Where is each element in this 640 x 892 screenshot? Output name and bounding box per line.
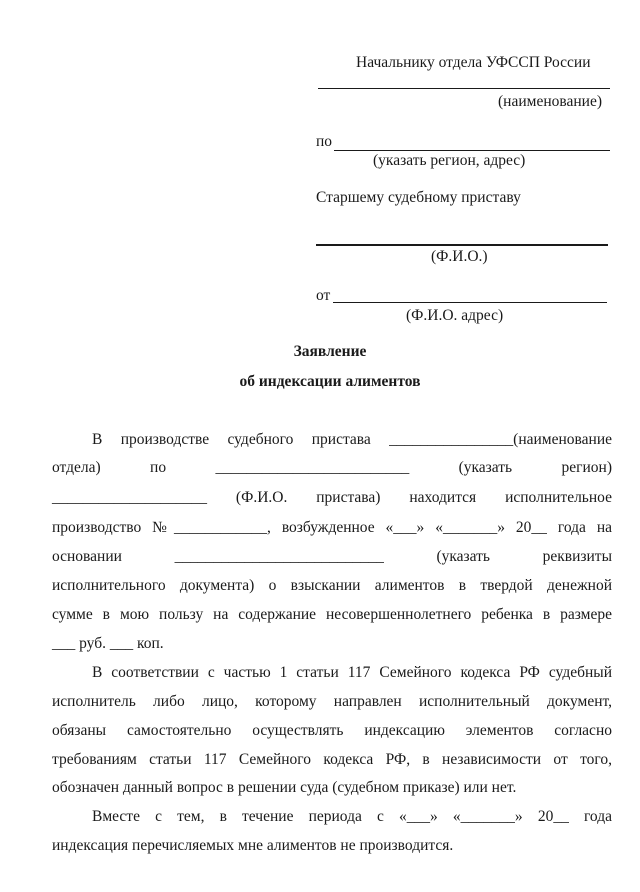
by-prefix: по bbox=[316, 133, 333, 150]
document-title: Заявление bbox=[293, 343, 367, 360]
p1-line-3: ____________________ (Ф.И.О. пристава) находится исполнительное bbox=[52, 489, 612, 506]
p1-line-5: основании ___________________________ (указать реквизиты bbox=[52, 548, 612, 565]
p1-line-4: производство №____________, возбужденное «___» «_______» 20__ года на bbox=[52, 519, 612, 536]
p1-line-1: В производстве судебного пристава ________________(наименование bbox=[92, 431, 612, 448]
name-line bbox=[318, 88, 610, 89]
p2-line-1: В соответствии с частью 1 статьи 117 Семейного кодекса РФ судебный bbox=[92, 664, 612, 681]
p1-line-7: сумме в мою пользу на содержание несовершеннолетнего ребенка в размере bbox=[52, 606, 612, 623]
region-hint: (указать регион, адрес) bbox=[373, 152, 526, 169]
from-hint: (Ф.И.О. адрес) bbox=[406, 307, 504, 324]
region-line bbox=[334, 150, 610, 151]
document-subtitle: об индексации алиментов bbox=[239, 373, 421, 390]
p2-line-4: требованиям статьи 117 Семейного кодекса РФ, в независимости от того, bbox=[52, 751, 612, 768]
p2-line-2: исполнитель либо лицо, которому направлен исполнительный документ, bbox=[52, 693, 612, 710]
p2-line-3: обязаны самостоятельно осуществлять индексацию элементов согласно bbox=[52, 722, 612, 739]
name-hint: (наименование) bbox=[498, 93, 602, 110]
from-line bbox=[333, 302, 607, 303]
p2-line-5: обозначен данный вопрос в решении суда (судебном приказе) или нет. bbox=[52, 779, 517, 796]
fio-line bbox=[316, 244, 608, 246]
p1-line-2: отдела) по _________________________ (указать регион) bbox=[52, 459, 612, 476]
from-prefix: от bbox=[316, 287, 331, 304]
p3-line-1: Вместе с тем, в течение периода с «___» «_______» 20__ года bbox=[92, 808, 612, 825]
p1-line-6: исполнительного документа) о взыскании алиментов в твердой денежной bbox=[52, 577, 612, 594]
p1-line-8: ___ руб. ___ коп. bbox=[52, 635, 164, 652]
fio-hint: (Ф.И.О.) bbox=[431, 248, 488, 265]
addressee-chief: Начальнику отдела УФССП России bbox=[356, 54, 591, 71]
addressee-bailiff: Старшему судебному приставу bbox=[316, 189, 521, 206]
p3-line-2: индексация перечисляемых мне алиментов не производится. bbox=[52, 837, 454, 854]
